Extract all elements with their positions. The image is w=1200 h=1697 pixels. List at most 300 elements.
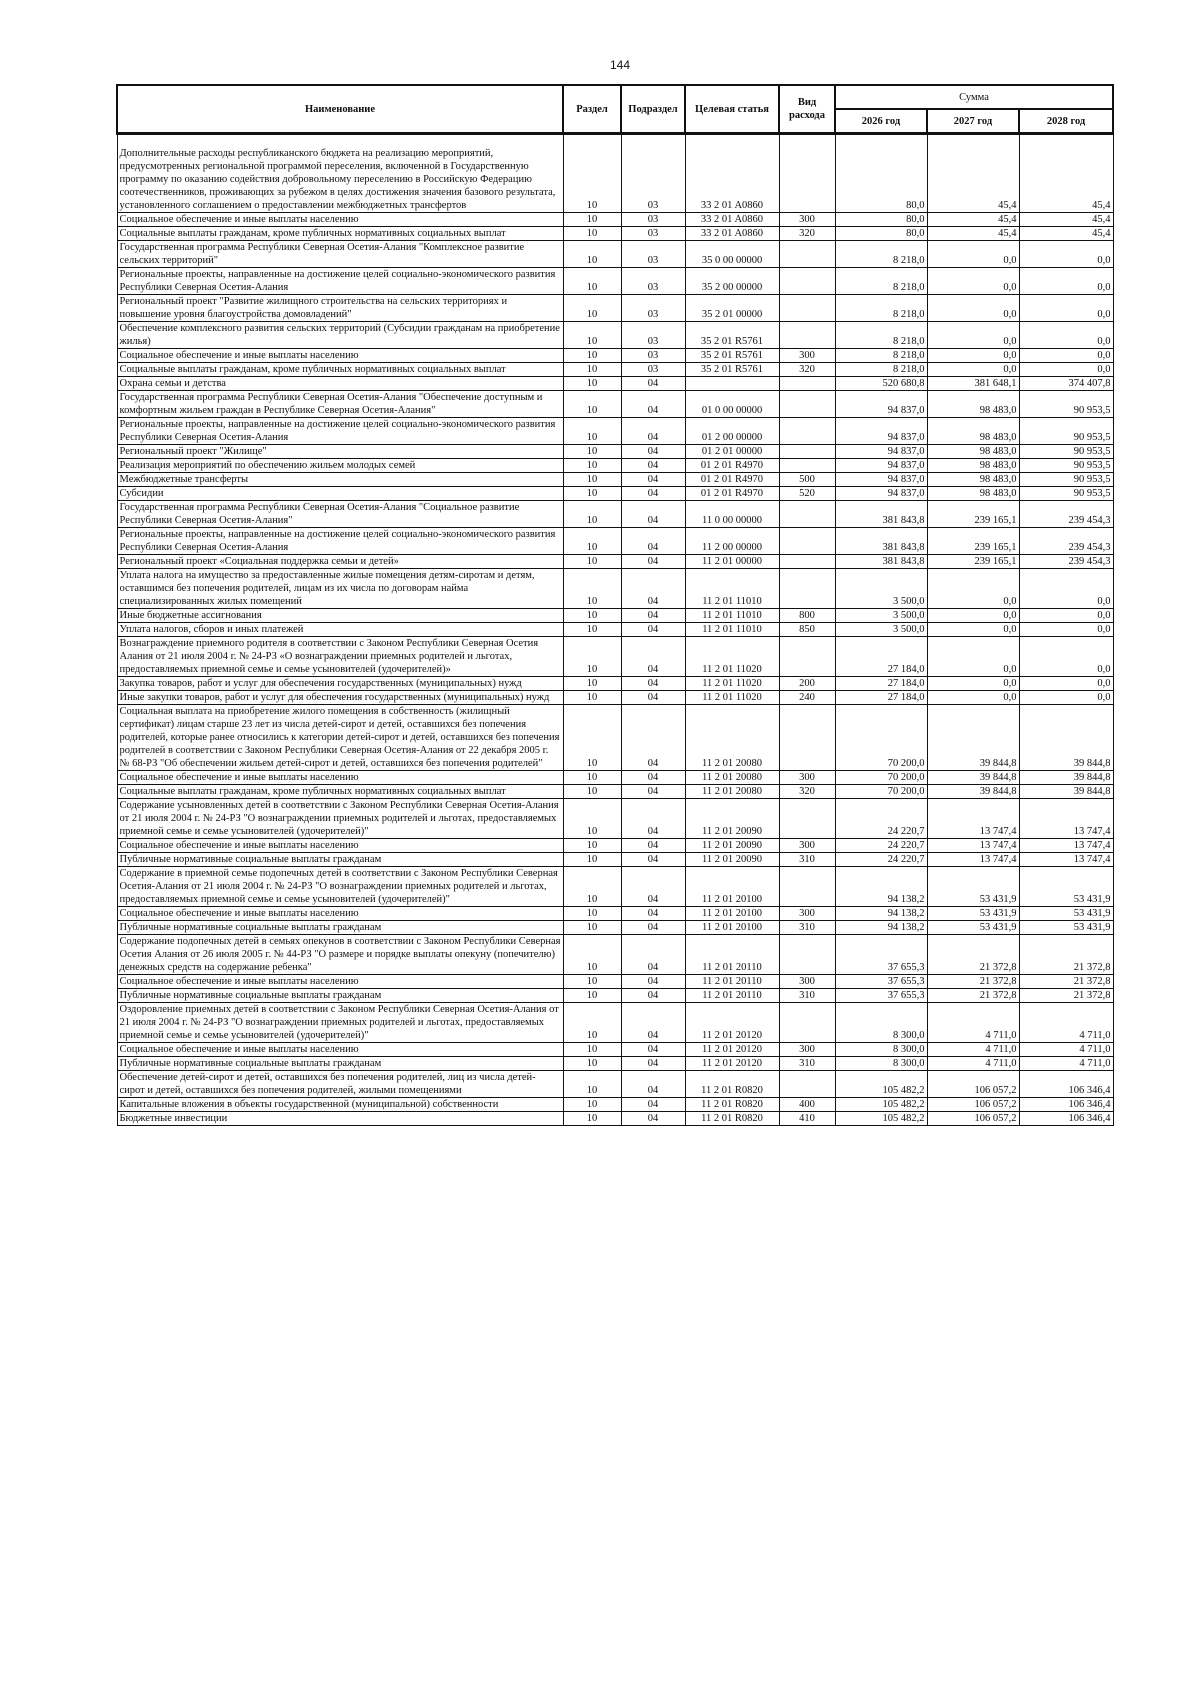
row-subsection-cell: 03 xyxy=(621,134,685,213)
page-number: 144 xyxy=(609,58,631,72)
row-section-cell: 10 xyxy=(563,241,621,268)
header-subsection: Подраздел xyxy=(621,85,685,134)
row-name-cell: Социальное обеспечение и иные выплаты населению xyxy=(117,1043,563,1057)
row-name-cell: Публичные нормативные социальные выплаты гражданам xyxy=(117,921,563,935)
table-row xyxy=(117,637,1113,677)
row-subsection-cell: 04 xyxy=(621,501,685,528)
row-name-cell: Государственная программа Республики Северная Осетия-Алания "Социальное развитие Республики Северная Осетия-Алания" xyxy=(117,501,563,528)
row-expense-type-cell xyxy=(779,295,835,322)
row-amount-2026-cell: 94 837,0 xyxy=(835,473,927,487)
row-subsection-cell: 04 xyxy=(621,989,685,1003)
row-subsection-cell: 03 xyxy=(621,268,685,295)
table-row xyxy=(117,528,1113,555)
row-subsection-cell: 03 xyxy=(621,241,685,268)
row-target-article-cell: 35 2 01 R5761 xyxy=(685,349,779,363)
row-amount-2026-cell: 70 200,0 xyxy=(835,771,927,785)
row-target-article-cell: 11 2 01 00000 xyxy=(685,555,779,569)
row-section-cell: 10 xyxy=(563,853,621,867)
row-expense-type-cell xyxy=(779,637,835,677)
row-section-cell: 10 xyxy=(563,975,621,989)
row-amount-2027-cell: 106 057,2 xyxy=(927,1112,1019,1126)
table-row xyxy=(117,623,1113,637)
table-row xyxy=(117,363,1113,377)
row-amount-2026-cell: 94 837,0 xyxy=(835,487,927,501)
row-amount-2027-cell: 0,0 xyxy=(927,569,1019,609)
row-amount-2028-cell: 374 407,8 xyxy=(1019,377,1113,391)
row-target-article-cell: 11 0 00 00000 xyxy=(685,501,779,528)
row-name-cell: Социальное обеспечение и иные выплаты населению xyxy=(117,907,563,921)
row-section-cell: 10 xyxy=(563,677,621,691)
row-expense-type-cell xyxy=(779,418,835,445)
row-section-cell: 10 xyxy=(563,989,621,1003)
row-amount-2027-cell: 39 844,8 xyxy=(927,785,1019,799)
row-amount-2026-cell: 80,0 xyxy=(835,213,927,227)
table-row xyxy=(117,445,1113,459)
row-name-cell: Содержание усыновленных детей в соответствии с Законом Республики Северная Осетия-Алания от 21 июля 2004 г. № 24-РЗ "О вознаграждении приемных родителей и льготах, предоставляемых приемной семье и семье усыновителей (удочерителей)" xyxy=(117,799,563,839)
row-amount-2028-cell: 21 372,8 xyxy=(1019,975,1113,989)
row-amount-2027-cell: 53 431,9 xyxy=(927,867,1019,907)
row-section-cell: 10 xyxy=(563,501,621,528)
table-row xyxy=(117,935,1113,975)
row-amount-2026-cell: 8 218,0 xyxy=(835,322,927,349)
row-target-article-cell: 11 2 01 20120 xyxy=(685,1043,779,1057)
row-subsection-cell: 04 xyxy=(621,799,685,839)
header-target-article: Целевая статья xyxy=(685,85,779,134)
row-amount-2028-cell: 0,0 xyxy=(1019,623,1113,637)
row-amount-2026-cell: 27 184,0 xyxy=(835,691,927,705)
row-name-cell: Содержание в приемной семье подопечных детей в соответствии с Законом Республики Северная Осетия-Алания от 21 июля 2004 г. № 24-РЗ "О вознаграждении приемных родителей и льготах, предоставляемых приемной семье и семье усыновителей (удочерителей)" xyxy=(117,867,563,907)
table-row xyxy=(117,921,1113,935)
row-amount-2026-cell: 24 220,7 xyxy=(835,853,927,867)
row-amount-2026-cell: 8 218,0 xyxy=(835,241,927,268)
row-target-article-cell: 11 2 01 20100 xyxy=(685,867,779,907)
row-target-article-cell: 33 2 01 A0860 xyxy=(685,134,779,213)
table-row xyxy=(117,867,1113,907)
row-expense-type-cell: 300 xyxy=(779,1043,835,1057)
row-target-article-cell: 11 2 01 20110 xyxy=(685,975,779,989)
row-target-article-cell: 01 0 00 00000 xyxy=(685,391,779,418)
row-subsection-cell: 03 xyxy=(621,213,685,227)
row-expense-type-cell xyxy=(779,799,835,839)
row-section-cell: 10 xyxy=(563,921,621,935)
row-target-article-cell: 11 2 01 11010 xyxy=(685,623,779,637)
row-expense-type-cell xyxy=(779,705,835,771)
table-row xyxy=(117,268,1113,295)
row-expense-type-cell: 300 xyxy=(779,907,835,921)
row-subsection-cell: 04 xyxy=(621,853,685,867)
table-body xyxy=(117,134,1113,1126)
row-section-cell: 10 xyxy=(563,799,621,839)
row-amount-2027-cell: 98 483,0 xyxy=(927,418,1019,445)
row-section-cell: 10 xyxy=(563,1043,621,1057)
row-subsection-cell: 04 xyxy=(621,473,685,487)
row-target-article-cell: 11 2 01 20100 xyxy=(685,921,779,935)
row-expense-type-cell: 240 xyxy=(779,691,835,705)
row-amount-2027-cell: 106 057,2 xyxy=(927,1071,1019,1098)
row-section-cell: 10 xyxy=(563,377,621,391)
row-amount-2026-cell: 24 220,7 xyxy=(835,799,927,839)
table-row xyxy=(117,227,1113,241)
row-expense-type-cell xyxy=(779,867,835,907)
row-name-cell: Региональный проект "Жилище" xyxy=(117,445,563,459)
row-target-article-cell: 01 2 00 00000 xyxy=(685,418,779,445)
row-expense-type-cell: 300 xyxy=(779,771,835,785)
row-amount-2027-cell: 0,0 xyxy=(927,268,1019,295)
row-amount-2027-cell: 45,4 xyxy=(927,213,1019,227)
table-row xyxy=(117,785,1113,799)
row-amount-2028-cell: 90 953,5 xyxy=(1019,487,1113,501)
row-amount-2028-cell: 4 711,0 xyxy=(1019,1043,1113,1057)
row-subsection-cell: 04 xyxy=(621,569,685,609)
row-amount-2027-cell: 239 165,1 xyxy=(927,501,1019,528)
table-row xyxy=(117,609,1113,623)
row-amount-2026-cell: 8 300,0 xyxy=(835,1003,927,1043)
row-subsection-cell: 04 xyxy=(621,1112,685,1126)
row-amount-2028-cell: 53 431,9 xyxy=(1019,907,1113,921)
header-name: Наименование xyxy=(117,85,563,134)
header-year-2028: 2028 год xyxy=(1019,109,1113,134)
row-amount-2026-cell: 37 655,3 xyxy=(835,989,927,1003)
row-target-article-cell: 11 2 01 20090 xyxy=(685,853,779,867)
row-section-cell: 10 xyxy=(563,134,621,213)
row-subsection-cell: 04 xyxy=(621,907,685,921)
row-expense-type-cell xyxy=(779,322,835,349)
row-subsection-cell: 04 xyxy=(621,935,685,975)
row-amount-2027-cell: 0,0 xyxy=(927,295,1019,322)
table-row xyxy=(117,1003,1113,1043)
row-amount-2028-cell: 0,0 xyxy=(1019,349,1113,363)
row-name-cell: Государственная программа Республики Северная Осетия-Алания "Обеспечение доступным и комфортным жильем граждан в Республике Северная Осетия-Алания" xyxy=(117,391,563,418)
row-name-cell: Социальное обеспечение и иные выплаты населению xyxy=(117,839,563,853)
row-subsection-cell: 04 xyxy=(621,771,685,785)
row-amount-2026-cell: 94 837,0 xyxy=(835,459,927,473)
row-amount-2026-cell: 94 837,0 xyxy=(835,391,927,418)
row-expense-type-cell: 310 xyxy=(779,921,835,935)
row-amount-2027-cell: 98 483,0 xyxy=(927,473,1019,487)
table-row xyxy=(117,501,1113,528)
row-section-cell: 10 xyxy=(563,418,621,445)
row-target-article-cell: 11 2 01 20120 xyxy=(685,1057,779,1071)
row-name-cell: Иные закупки товаров, работ и услуг для обеспечения государственных (муниципальных) нужд xyxy=(117,691,563,705)
row-target-article-cell: 11 2 01 20120 xyxy=(685,1003,779,1043)
row-amount-2026-cell: 8 218,0 xyxy=(835,268,927,295)
row-amount-2026-cell: 3 500,0 xyxy=(835,623,927,637)
row-section-cell: 10 xyxy=(563,609,621,623)
row-expense-type-cell: 800 xyxy=(779,609,835,623)
row-name-cell: Социальное обеспечение и иные выплаты населению xyxy=(117,349,563,363)
row-subsection-cell: 04 xyxy=(621,975,685,989)
row-section-cell: 10 xyxy=(563,1003,621,1043)
row-amount-2026-cell: 381 843,8 xyxy=(835,528,927,555)
header-section: Раздел xyxy=(563,85,621,134)
row-name-cell: Бюджетные инвестиции xyxy=(117,1112,563,1126)
row-name-cell: Капитальные вложения в объекты государственной (муниципальной) собственности xyxy=(117,1098,563,1112)
row-amount-2028-cell: 0,0 xyxy=(1019,569,1113,609)
row-name-cell: Социальные выплаты гражданам, кроме публичных нормативных социальных выплат xyxy=(117,363,563,377)
row-target-article-cell: 01 2 01 00000 xyxy=(685,445,779,459)
row-expense-type-cell xyxy=(779,268,835,295)
row-amount-2027-cell: 0,0 xyxy=(927,241,1019,268)
table-row xyxy=(117,989,1113,1003)
row-target-article-cell: 11 2 01 11010 xyxy=(685,569,779,609)
row-section-cell: 10 xyxy=(563,445,621,459)
row-section-cell: 10 xyxy=(563,839,621,853)
row-expense-type-cell xyxy=(779,528,835,555)
row-section-cell: 10 xyxy=(563,1112,621,1126)
row-target-article-cell: 35 2 01 R5761 xyxy=(685,363,779,377)
row-name-cell: Уплата налогов, сборов и иных платежей xyxy=(117,623,563,637)
row-section-cell: 10 xyxy=(563,213,621,227)
row-section-cell: 10 xyxy=(563,771,621,785)
row-amount-2028-cell: 13 747,4 xyxy=(1019,799,1113,839)
row-expense-type-cell xyxy=(779,501,835,528)
row-amount-2026-cell: 381 843,8 xyxy=(835,501,927,528)
row-section-cell: 10 xyxy=(563,459,621,473)
row-amount-2028-cell: 0,0 xyxy=(1019,322,1113,349)
row-expense-type-cell: 310 xyxy=(779,989,835,1003)
row-target-article-cell: 11 2 01 20110 xyxy=(685,935,779,975)
row-expense-type-cell xyxy=(779,445,835,459)
row-amount-2027-cell: 98 483,0 xyxy=(927,445,1019,459)
row-section-cell: 10 xyxy=(563,785,621,799)
row-section-cell: 10 xyxy=(563,268,621,295)
row-amount-2028-cell: 13 747,4 xyxy=(1019,839,1113,853)
row-amount-2027-cell: 21 372,8 xyxy=(927,935,1019,975)
row-amount-2028-cell: 4 711,0 xyxy=(1019,1057,1113,1071)
table-row xyxy=(117,1098,1113,1112)
row-expense-type-cell: 310 xyxy=(779,853,835,867)
row-name-cell: Региональные проекты, направленные на достижение целей социально-экономического развития Республики Северная Осетия-Алания xyxy=(117,268,563,295)
table-row xyxy=(117,322,1113,349)
row-subsection-cell: 04 xyxy=(621,528,685,555)
row-subsection-cell: 04 xyxy=(621,921,685,935)
row-amount-2028-cell: 90 953,5 xyxy=(1019,391,1113,418)
row-amount-2027-cell: 39 844,8 xyxy=(927,771,1019,785)
row-amount-2028-cell: 0,0 xyxy=(1019,637,1113,677)
row-amount-2028-cell: 0,0 xyxy=(1019,691,1113,705)
row-target-article-cell: 01 2 01 R4970 xyxy=(685,487,779,501)
row-amount-2028-cell: 53 431,9 xyxy=(1019,921,1113,935)
row-amount-2028-cell: 45,4 xyxy=(1019,134,1113,213)
row-name-cell: Вознаграждение приемного родителя в соответствии с Законом Республики Северная Осетия Алания от 21 июля 2004 г. № 24-РЗ «О вознаграждении приемных родителей и льготах, предоставляемых приемной семье и семье усыновителей (удочерителей)» xyxy=(117,637,563,677)
row-section-cell: 10 xyxy=(563,555,621,569)
row-amount-2026-cell: 94 138,2 xyxy=(835,867,927,907)
row-target-article-cell: 11 2 01 11020 xyxy=(685,677,779,691)
row-amount-2027-cell: 13 747,4 xyxy=(927,853,1019,867)
row-amount-2028-cell: 239 454,3 xyxy=(1019,555,1113,569)
row-amount-2027-cell: 239 165,1 xyxy=(927,528,1019,555)
row-amount-2026-cell: 24 220,7 xyxy=(835,839,927,853)
row-amount-2028-cell: 39 844,8 xyxy=(1019,785,1113,799)
table-row xyxy=(117,349,1113,363)
row-target-article-cell: 11 2 00 00000 xyxy=(685,528,779,555)
header-year-2027: 2027 год xyxy=(927,109,1019,134)
row-subsection-cell: 04 xyxy=(621,1003,685,1043)
row-expense-type-cell: 320 xyxy=(779,227,835,241)
row-section-cell: 10 xyxy=(563,637,621,677)
row-amount-2028-cell: 239 454,3 xyxy=(1019,501,1113,528)
row-name-cell: Оздоровление приемных детей в соответствии с Законом Республики Северная Осетия-Алания от 21 июля 2004 г. № 24-РЗ "О вознаграждении приемных родителей и льготах, предоставляемых приемной семье и семье усыновителей (удочерителей)" xyxy=(117,1003,563,1043)
row-amount-2028-cell: 90 953,5 xyxy=(1019,459,1113,473)
table-row xyxy=(117,134,1113,213)
row-target-article-cell xyxy=(685,377,779,391)
row-amount-2027-cell: 239 165,1 xyxy=(927,555,1019,569)
table-row xyxy=(117,1057,1113,1071)
row-amount-2026-cell: 381 843,8 xyxy=(835,555,927,569)
row-expense-type-cell xyxy=(779,459,835,473)
row-amount-2026-cell: 94 837,0 xyxy=(835,418,927,445)
row-subsection-cell: 04 xyxy=(621,839,685,853)
row-target-article-cell: 33 2 01 A0860 xyxy=(685,213,779,227)
row-subsection-cell: 04 xyxy=(621,705,685,771)
row-name-cell: Региональный проект «Социальная поддержка семьи и детей» xyxy=(117,555,563,569)
row-subsection-cell: 03 xyxy=(621,227,685,241)
row-section-cell: 10 xyxy=(563,363,621,377)
row-amount-2026-cell: 80,0 xyxy=(835,134,927,213)
row-subsection-cell: 03 xyxy=(621,322,685,349)
row-name-cell: Содержание подопечных детей в семьях опекунов в соответствии с Законом Республики Северная Осетия Алания от 26 июля 2005 г. № 44-РЗ "О размере и порядке выплаты опекуну (попечителю) денежных средств на содержание ребенка" xyxy=(117,935,563,975)
row-subsection-cell: 04 xyxy=(621,785,685,799)
table-row xyxy=(117,691,1113,705)
row-amount-2028-cell: 106 346,4 xyxy=(1019,1071,1113,1098)
row-expense-type-cell xyxy=(779,391,835,418)
row-subsection-cell: 04 xyxy=(621,867,685,907)
row-amount-2028-cell: 239 454,3 xyxy=(1019,528,1113,555)
header-expense-type: Вид расхода xyxy=(779,85,835,134)
header-sum: Сумма xyxy=(835,85,1113,109)
row-name-cell: Социальное обеспечение и иные выплаты населению xyxy=(117,771,563,785)
row-target-article-cell: 11 2 01 20100 xyxy=(685,907,779,921)
row-amount-2028-cell: 90 953,5 xyxy=(1019,473,1113,487)
row-amount-2026-cell: 37 655,3 xyxy=(835,975,927,989)
row-amount-2027-cell: 13 747,4 xyxy=(927,799,1019,839)
row-subsection-cell: 04 xyxy=(621,1043,685,1057)
row-expense-type-cell xyxy=(779,1071,835,1098)
row-section-cell: 10 xyxy=(563,349,621,363)
row-amount-2027-cell: 53 431,9 xyxy=(927,921,1019,935)
row-amount-2028-cell: 39 844,8 xyxy=(1019,771,1113,785)
row-amount-2026-cell: 8 218,0 xyxy=(835,349,927,363)
row-amount-2026-cell: 70 200,0 xyxy=(835,705,927,771)
row-subsection-cell: 04 xyxy=(621,418,685,445)
row-target-article-cell: 11 2 01 R0820 xyxy=(685,1098,779,1112)
row-subsection-cell: 04 xyxy=(621,377,685,391)
row-subsection-cell: 04 xyxy=(621,1057,685,1071)
row-amount-2027-cell: 21 372,8 xyxy=(927,989,1019,1003)
row-target-article-cell: 11 2 01 R0820 xyxy=(685,1071,779,1098)
row-section-cell: 10 xyxy=(563,1057,621,1071)
row-amount-2027-cell: 0,0 xyxy=(927,349,1019,363)
row-amount-2027-cell: 0,0 xyxy=(927,623,1019,637)
row-section-cell: 10 xyxy=(563,623,621,637)
row-name-cell: Реализация мероприятий по обеспечению жильем молодых семей xyxy=(117,459,563,473)
row-amount-2026-cell: 8 300,0 xyxy=(835,1057,927,1071)
row-name-cell: Охрана семьи и детства xyxy=(117,377,563,391)
row-expense-type-cell: 300 xyxy=(779,975,835,989)
row-subsection-cell: 04 xyxy=(621,691,685,705)
table-row xyxy=(117,487,1113,501)
table-row xyxy=(117,241,1113,268)
row-expense-type-cell: 400 xyxy=(779,1098,835,1112)
row-amount-2026-cell: 3 500,0 xyxy=(835,609,927,623)
row-expense-type-cell: 300 xyxy=(779,349,835,363)
row-amount-2026-cell: 94 138,2 xyxy=(835,907,927,921)
table-row xyxy=(117,771,1113,785)
row-amount-2026-cell: 94 837,0 xyxy=(835,445,927,459)
row-amount-2027-cell: 13 747,4 xyxy=(927,839,1019,853)
row-amount-2027-cell: 106 057,2 xyxy=(927,1098,1019,1112)
row-expense-type-cell xyxy=(779,935,835,975)
row-amount-2028-cell: 106 346,4 xyxy=(1019,1098,1113,1112)
row-amount-2026-cell: 37 655,3 xyxy=(835,935,927,975)
row-amount-2027-cell: 45,4 xyxy=(927,134,1019,213)
row-amount-2026-cell: 8 218,0 xyxy=(835,363,927,377)
row-name-cell: Социальные выплаты гражданам, кроме публичных нормативных социальных выплат xyxy=(117,227,563,241)
row-name-cell: Обеспечение комплексного развития сельских территорий (Субсидии гражданам на приобретение жилья) xyxy=(117,322,563,349)
row-section-cell: 10 xyxy=(563,1098,621,1112)
row-amount-2027-cell: 4 711,0 xyxy=(927,1057,1019,1071)
row-name-cell: Закупка товаров, работ и услуг для обеспечения государственных (муниципальных) нужд xyxy=(117,677,563,691)
row-amount-2027-cell: 4 711,0 xyxy=(927,1003,1019,1043)
row-expense-type-cell xyxy=(779,241,835,268)
row-section-cell: 10 xyxy=(563,322,621,349)
row-subsection-cell: 04 xyxy=(621,391,685,418)
row-section-cell: 10 xyxy=(563,1071,621,1098)
row-name-cell: Социальная выплата на приобретение жилого помещения в собственность (жилищный сертификат) лицам старше 23 лет из числа детей-сирот и детей, оставшихся без попечения родителей, которые ранее относились к категории детей-сирот и детей, оставшихся без попечения родителей в соответствии с Законом Республики Северная Осетия-Алания от 22 декабря 2005 г. № 68-РЗ "Об обеспечении жильем детей-сирот и детей, оставшихся без попечения родителей" xyxy=(117,705,563,771)
row-amount-2028-cell: 45,4 xyxy=(1019,227,1113,241)
row-name-cell: Межбюджетные трансферты xyxy=(117,473,563,487)
row-amount-2026-cell: 105 482,2 xyxy=(835,1071,927,1098)
row-amount-2027-cell: 0,0 xyxy=(927,691,1019,705)
table-row xyxy=(117,459,1113,473)
row-expense-type-cell xyxy=(779,377,835,391)
row-amount-2028-cell: 39 844,8 xyxy=(1019,705,1113,771)
row-name-cell: Социальное обеспечение и иные выплаты населению xyxy=(117,975,563,989)
row-section-cell: 10 xyxy=(563,907,621,921)
row-amount-2027-cell: 53 431,9 xyxy=(927,907,1019,921)
row-subsection-cell: 04 xyxy=(621,459,685,473)
row-amount-2028-cell: 4 711,0 xyxy=(1019,1003,1113,1043)
row-target-article-cell: 33 2 01 A0860 xyxy=(685,227,779,241)
row-name-cell: Субсидии xyxy=(117,487,563,501)
row-subsection-cell: 04 xyxy=(621,487,685,501)
row-amount-2026-cell: 27 184,0 xyxy=(835,677,927,691)
row-amount-2027-cell: 4 711,0 xyxy=(927,1043,1019,1057)
row-target-article-cell: 11 2 01 20110 xyxy=(685,989,779,1003)
table-row xyxy=(117,839,1113,853)
row-expense-type-cell: 320 xyxy=(779,363,835,377)
row-target-article-cell: 11 2 01 20080 xyxy=(685,771,779,785)
row-amount-2027-cell: 98 483,0 xyxy=(927,487,1019,501)
row-expense-type-cell xyxy=(779,569,835,609)
row-expense-type-cell: 520 xyxy=(779,487,835,501)
row-amount-2027-cell: 381 648,1 xyxy=(927,377,1019,391)
table-row xyxy=(117,377,1113,391)
row-subsection-cell: 04 xyxy=(621,1071,685,1098)
row-section-cell: 10 xyxy=(563,867,621,907)
row-target-article-cell: 11 2 01 11010 xyxy=(685,609,779,623)
row-amount-2026-cell: 520 680,8 xyxy=(835,377,927,391)
row-name-cell: Региональный проект "Развитие жилищного строительства на сельских территориях и повышение уровня благоустройства домовладений" xyxy=(117,295,563,322)
row-target-article-cell: 35 2 01 00000 xyxy=(685,295,779,322)
row-expense-type-cell: 320 xyxy=(779,785,835,799)
row-section-cell: 10 xyxy=(563,473,621,487)
table-row xyxy=(117,1112,1113,1126)
row-section-cell: 10 xyxy=(563,705,621,771)
row-target-article-cell: 11 2 01 11020 xyxy=(685,691,779,705)
row-name-cell: Социальное обеспечение и иные выплаты населению xyxy=(117,213,563,227)
table-row xyxy=(117,473,1113,487)
